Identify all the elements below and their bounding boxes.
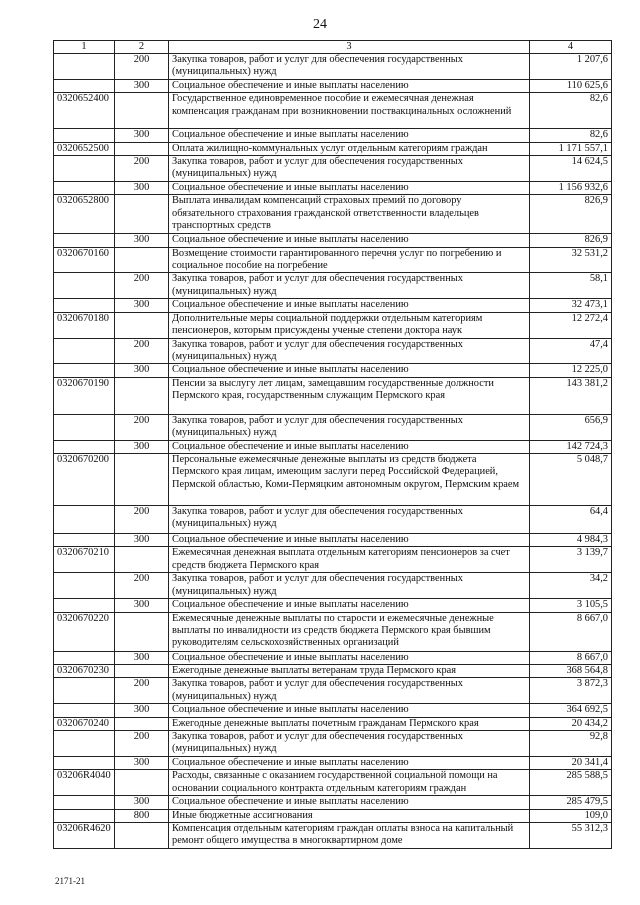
table-row	[54, 377, 612, 414]
row-expense-type: 300	[115, 599, 169, 612]
row-amount: 143 381,2	[530, 377, 612, 414]
row-expense-type: 200	[115, 678, 169, 704]
row-amount: 285 588,5	[530, 770, 612, 796]
row-amount: 4 984,3	[530, 533, 612, 546]
footer-code: 2171-21	[55, 876, 85, 886]
table-row	[54, 181, 612, 194]
row-code	[54, 704, 115, 717]
row-amount: 8 667,0	[530, 612, 612, 651]
table-row	[54, 129, 612, 142]
row-code: 0320652800	[54, 195, 115, 234]
row-code	[54, 414, 115, 440]
row-code	[54, 79, 115, 92]
table-body	[54, 54, 612, 849]
row-expense-type: 300	[115, 651, 169, 664]
row-amount: 14 624,5	[530, 156, 612, 182]
row-expense-type: 300	[115, 704, 169, 717]
row-expense-type: 200	[115, 573, 169, 599]
row-description: Возмещение стоимости гарантированного перечня услуг по погребению и социальное пособие на погребение	[169, 247, 530, 273]
row-code	[54, 181, 115, 194]
row-code	[54, 599, 115, 612]
row-expense-type	[115, 377, 169, 414]
row-amount: 20 434,2	[530, 717, 612, 730]
table-row	[54, 299, 612, 312]
row-expense-type	[115, 664, 169, 677]
row-description: Социальное обеспечение и иные выплаты населению	[169, 364, 530, 377]
row-amount: 8 667,0	[530, 651, 612, 664]
row-expense-type: 300	[115, 533, 169, 546]
row-amount: 92,8	[530, 731, 612, 757]
row-code	[54, 299, 115, 312]
row-expense-type: 200	[115, 156, 169, 182]
row-code	[54, 757, 115, 770]
row-expense-type: 200	[115, 505, 169, 533]
row-expense-type: 300	[115, 364, 169, 377]
row-code: 0320670200	[54, 453, 115, 505]
row-amount: 826,9	[530, 234, 612, 247]
table-row	[54, 453, 612, 505]
table-row	[54, 533, 612, 546]
row-code	[54, 651, 115, 664]
table-header-row	[54, 41, 612, 54]
row-expense-type: 200	[115, 731, 169, 757]
row-expense-type: 300	[115, 129, 169, 142]
row-code: 0320670190	[54, 377, 115, 414]
row-expense-type	[115, 312, 169, 338]
row-description: Закупка товаров, работ и услуг для обеспечения государственных (муниципальных) нужд	[169, 731, 530, 757]
row-code: 0320670230	[54, 664, 115, 677]
row-description: Социальное обеспечение и иные выплаты населению	[169, 533, 530, 546]
row-description: Персональные ежемесячные денежные выплаты из средств бюджета Пермского края лицам, имеющим заслуги перед Российской Федерацией, Пермской областью, Коми-Пермяцким автономным округом, Пермским краем	[169, 453, 530, 505]
table-row	[54, 678, 612, 704]
row-amount: 826,9	[530, 195, 612, 234]
row-code	[54, 505, 115, 533]
row-code	[54, 573, 115, 599]
table-row	[54, 195, 612, 234]
row-amount: 32 531,2	[530, 247, 612, 273]
row-expense-type: 300	[115, 79, 169, 92]
row-code: 0320670160	[54, 247, 115, 273]
table-row	[54, 731, 612, 757]
table-row	[54, 234, 612, 247]
row-description: Социальное обеспечение и иные выплаты населению	[169, 129, 530, 142]
row-code: 0320670210	[54, 547, 115, 573]
table-row	[54, 823, 612, 849]
row-description: Социальное обеспечение и иные выплаты населению	[169, 757, 530, 770]
row-amount: 1 207,6	[530, 54, 612, 80]
row-amount: 20 341,4	[530, 757, 612, 770]
table-row	[54, 599, 612, 612]
table-row	[54, 93, 612, 129]
row-expense-type	[115, 547, 169, 573]
row-description: Социальное обеспечение и иные выплаты населению	[169, 79, 530, 92]
column-header-description: 3	[169, 41, 530, 54]
row-description: Оплата жилищно-коммунальных услуг отдельным категориям граждан	[169, 142, 530, 155]
row-code	[54, 156, 115, 182]
row-expense-type: 300	[115, 757, 169, 770]
row-amount: 82,6	[530, 93, 612, 129]
row-expense-type: 200	[115, 414, 169, 440]
row-description: Иные бюджетные ассигнования	[169, 809, 530, 822]
row-description: Ежемесячная денежная выплата отдельным категориям пенсионеров за счет средств бюджета Пермского края	[169, 547, 530, 573]
row-expense-type: 300	[115, 299, 169, 312]
row-expense-type	[115, 770, 169, 796]
table-row	[54, 414, 612, 440]
row-description: Расходы, связанные с оказанием государственной социальной помощи на основании социального контракта отдельным категориям граждан	[169, 770, 530, 796]
row-amount: 109,0	[530, 809, 612, 822]
row-code: 0320670220	[54, 612, 115, 651]
row-description: Дополнительные меры социальной поддержки отдельным категориям пенсионеров, которым присуждены ученые степени доктора наук	[169, 312, 530, 338]
row-code	[54, 678, 115, 704]
row-description: Социальное обеспечение и иные выплаты населению	[169, 651, 530, 664]
row-amount: 5 048,7	[530, 453, 612, 505]
row-expense-type	[115, 93, 169, 129]
row-description: Закупка товаров, работ и услуг для обеспечения государственных (муниципальных) нужд	[169, 156, 530, 182]
row-description: Социальное обеспечение и иные выплаты населению	[169, 599, 530, 612]
table-row	[54, 664, 612, 677]
table-row	[54, 704, 612, 717]
row-amount: 1 171 557,1	[530, 142, 612, 155]
row-code: 0320652400	[54, 93, 115, 129]
table-row	[54, 547, 612, 573]
row-expense-type: 300	[115, 234, 169, 247]
row-description: Государственное единовременное пособие и ежемесячная денежная компенсация гражданам при возникновении поствакцинальных осложнений	[169, 93, 530, 129]
table-row	[54, 54, 612, 80]
table-row	[54, 717, 612, 730]
table-row	[54, 505, 612, 533]
row-description: Социальное обеспечение и иные выплаты населению	[169, 181, 530, 194]
table-row	[54, 156, 612, 182]
row-description: Социальное обеспечение и иные выплаты населению	[169, 796, 530, 809]
row-code	[54, 364, 115, 377]
table-row	[54, 651, 612, 664]
table-row	[54, 247, 612, 273]
row-amount: 12 272,4	[530, 312, 612, 338]
row-code: 0320670180	[54, 312, 115, 338]
table-row	[54, 142, 612, 155]
row-code	[54, 234, 115, 247]
table-row	[54, 312, 612, 338]
row-expense-type	[115, 142, 169, 155]
row-expense-type	[115, 612, 169, 651]
row-expense-type	[115, 823, 169, 849]
table-row	[54, 338, 612, 364]
budget-table	[53, 40, 612, 849]
table-row	[54, 364, 612, 377]
row-code	[54, 731, 115, 757]
column-header-amount: 4	[530, 41, 612, 54]
row-expense-type: 200	[115, 273, 169, 299]
row-amount: 12 225,0	[530, 364, 612, 377]
row-expense-type: 200	[115, 54, 169, 80]
row-code	[54, 440, 115, 453]
row-description: Социальное обеспечение и иные выплаты населению	[169, 234, 530, 247]
column-header-type: 2	[115, 41, 169, 54]
row-expense-type: 300	[115, 440, 169, 453]
row-code	[54, 809, 115, 822]
table-row	[54, 573, 612, 599]
table-row	[54, 796, 612, 809]
row-description: Ежегодные денежные выплаты почетным гражданам Пермского края	[169, 717, 530, 730]
row-amount: 285 479,5	[530, 796, 612, 809]
table-row	[54, 440, 612, 453]
row-code: 0320652500	[54, 142, 115, 155]
row-code: 03206R4040	[54, 770, 115, 796]
row-amount: 110 625,6	[530, 79, 612, 92]
row-expense-type: 300	[115, 796, 169, 809]
row-code: 0320670240	[54, 717, 115, 730]
row-code	[54, 129, 115, 142]
row-amount: 32 473,1	[530, 299, 612, 312]
table-row	[54, 809, 612, 822]
row-amount: 3 139,7	[530, 547, 612, 573]
row-description: Социальное обеспечение и иные выплаты населению	[169, 440, 530, 453]
row-description: Закупка товаров, работ и услуг для обеспечения государственных (муниципальных) нужд	[169, 273, 530, 299]
row-amount: 64,4	[530, 505, 612, 533]
row-description: Социальное обеспечение и иные выплаты населению	[169, 299, 530, 312]
row-description: Закупка товаров, работ и услуг для обеспечения государственных (муниципальных) нужд	[169, 414, 530, 440]
table-row	[54, 770, 612, 796]
row-code	[54, 533, 115, 546]
table-row	[54, 79, 612, 92]
row-expense-type: 800	[115, 809, 169, 822]
row-description: Закупка товаров, работ и услуг для обеспечения государственных (муниципальных) нужд	[169, 338, 530, 364]
row-code	[54, 54, 115, 80]
row-description: Социальное обеспечение и иные выплаты населению	[169, 704, 530, 717]
row-amount: 3 105,5	[530, 599, 612, 612]
row-amount: 47,4	[530, 338, 612, 364]
row-expense-type	[115, 453, 169, 505]
row-amount: 142 724,3	[530, 440, 612, 453]
row-description: Закупка товаров, работ и услуг для обеспечения государственных (муниципальных) нужд	[169, 573, 530, 599]
row-amount: 656,9	[530, 414, 612, 440]
row-amount: 368 564,8	[530, 664, 612, 677]
row-amount: 34,2	[530, 573, 612, 599]
row-code: 03206R4620	[54, 823, 115, 849]
table-row	[54, 757, 612, 770]
row-amount: 58,1	[530, 273, 612, 299]
row-code	[54, 796, 115, 809]
row-description: Ежегодные денежные выплаты ветеранам труда Пермского края	[169, 664, 530, 677]
row-amount: 3 872,3	[530, 678, 612, 704]
row-description: Пенсии за выслугу лет лицам, замещавшим государственные должности Пермского края, государственным служащим Пермского края	[169, 377, 530, 414]
table-row	[54, 612, 612, 651]
row-description: Выплата инвалидам компенсаций страховых премий по договору обязательного страхования гражданской ответственности владельцев транспортных средств	[169, 195, 530, 234]
row-expense-type	[115, 195, 169, 234]
row-expense-type: 300	[115, 181, 169, 194]
row-amount: 1 156 932,6	[530, 181, 612, 194]
column-header-code: 1	[54, 41, 115, 54]
row-description: Закупка товаров, работ и услуг для обеспечения государственных (муниципальных) нужд	[169, 678, 530, 704]
row-description: Ежемесячные денежные выплаты по старости и ежемесячные денежные выплаты по инвалидности из средств бюджета Пермского края бывшим руководителям сельскохозяйственных организаций	[169, 612, 530, 651]
row-description: Компенсация отдельным категориям граждан оплаты взноса на капитальный ремонт общего имущества в многоквартирном доме	[169, 823, 530, 849]
row-expense-type	[115, 717, 169, 730]
row-description: Закупка товаров, работ и услуг для обеспечения государственных (муниципальных) нужд	[169, 54, 530, 80]
row-amount: 364 692,5	[530, 704, 612, 717]
row-code	[54, 338, 115, 364]
row-expense-type	[115, 247, 169, 273]
row-amount: 82,6	[530, 129, 612, 142]
row-expense-type: 200	[115, 338, 169, 364]
page-number: 24	[313, 17, 327, 32]
row-code	[54, 273, 115, 299]
table-row	[54, 273, 612, 299]
row-amount: 55 312,3	[530, 823, 612, 849]
row-description: Закупка товаров, работ и услуг для обеспечения государственных (муниципальных) нужд	[169, 505, 530, 533]
